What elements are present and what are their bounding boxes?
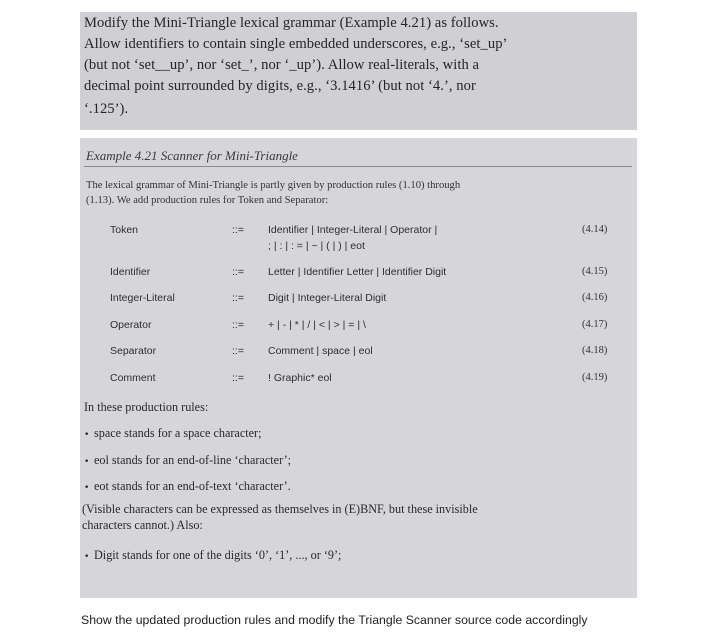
example-title: Example 4.21 Scanner for Mini-Triangle: [86, 148, 298, 163]
problem-line-1: Modify the Mini-Triangle lexical grammar (Example 4.21) as follows.: [84, 15, 499, 31]
problem-line-2: Allow identifiers to contain single embedded underscores, e.g., ‘set_up’: [84, 36, 508, 52]
problem-line-5: ‘.125’).: [84, 101, 129, 117]
rule-lhs-comment: Comment: [110, 372, 156, 384]
rule-rhs-comment: ! Graphic* eol: [268, 372, 332, 384]
rule-rhs-operator: + | - | * | / | < | > | = | \: [268, 319, 366, 331]
rule-op-separator: ::=: [232, 345, 244, 357]
rule-num-integer-literal: (4.16): [582, 292, 608, 303]
rule-num-operator: (4.17): [582, 319, 608, 330]
rule-op-integer-literal: ::=: [232, 292, 244, 304]
rule-num-identifier: (4.15): [582, 266, 608, 277]
rule-op-operator: ::=: [232, 319, 244, 331]
rule-rhs-separator: Comment | space | eol: [268, 345, 373, 357]
bullet-eot: eot stands for an end-of-text ‘character’.: [94, 479, 291, 493]
problem-line-3: (but not ‘set__up’, nor ‘set_’, nor ‘_up’). Allow real-literals, with a: [84, 57, 480, 73]
digit-bullet: Digit stands for one of the digits ‘0’, ‘1’, ..., or ‘9’;: [94, 548, 342, 562]
example-intro-2: (1.13). We add production rules for Token and Separator:: [86, 195, 329, 206]
bullet-icon: •: [84, 430, 90, 440]
rule-rhs-token: Identifier | Integer-Literal | Operator |: [268, 224, 438, 236]
bullet-icon: •: [84, 483, 90, 493]
rule-op-identifier: ::=: [232, 266, 244, 278]
bullet-icon: •: [84, 552, 90, 562]
rule-lhs-identifier: Identifier: [110, 266, 151, 278]
bullet-eol: eol stands for an end-of-line ‘character’;: [94, 453, 292, 467]
bullet-space: space stands for a space character;: [94, 426, 262, 440]
rule-op-comment: ::=: [232, 372, 244, 384]
bullet-icon: •: [84, 457, 90, 467]
visible-note-1: (Visible characters can be expressed as themselves in (E)BNF, but these invisible: [82, 502, 478, 516]
rule-lhs-operator: Operator: [110, 319, 152, 331]
rule-rhs-token-cont: ; | : | : = | ~ | ( | ) | eot: [268, 240, 365, 252]
rule-lhs-token: Token: [110, 224, 139, 236]
rule-lhs-separator: Separator: [110, 345, 157, 357]
rule-op-token: ::=: [232, 224, 244, 236]
example-intro-1: The lexical grammar of Mini-Triangle is partly given by production rules (1.10) through: [86, 180, 461, 191]
rule-rhs-integer-literal: Digit | Integer-Literal Digit: [268, 292, 387, 304]
rule-num-separator: (4.18): [582, 345, 608, 356]
notes-heading: In these production rules:: [84, 400, 209, 414]
rule-num-token: (4.14): [582, 224, 608, 235]
title-divider: [84, 166, 632, 167]
rule-lhs-integer-literal: Integer-Literal: [110, 292, 175, 304]
visible-note-2: characters cannot.) Also:: [82, 518, 203, 532]
instruction-text: Show the updated production rules and modify the Triangle Scanner source code accordingly: [81, 613, 588, 627]
rule-rhs-identifier: Letter | Identifier Letter | Identifier Digit: [268, 266, 447, 278]
problem-line-4: decimal point surrounded by digits, e.g., ‘3.1416’ (but not ‘4.’, nor: [84, 78, 476, 94]
rule-num-comment: (4.19): [582, 372, 608, 383]
